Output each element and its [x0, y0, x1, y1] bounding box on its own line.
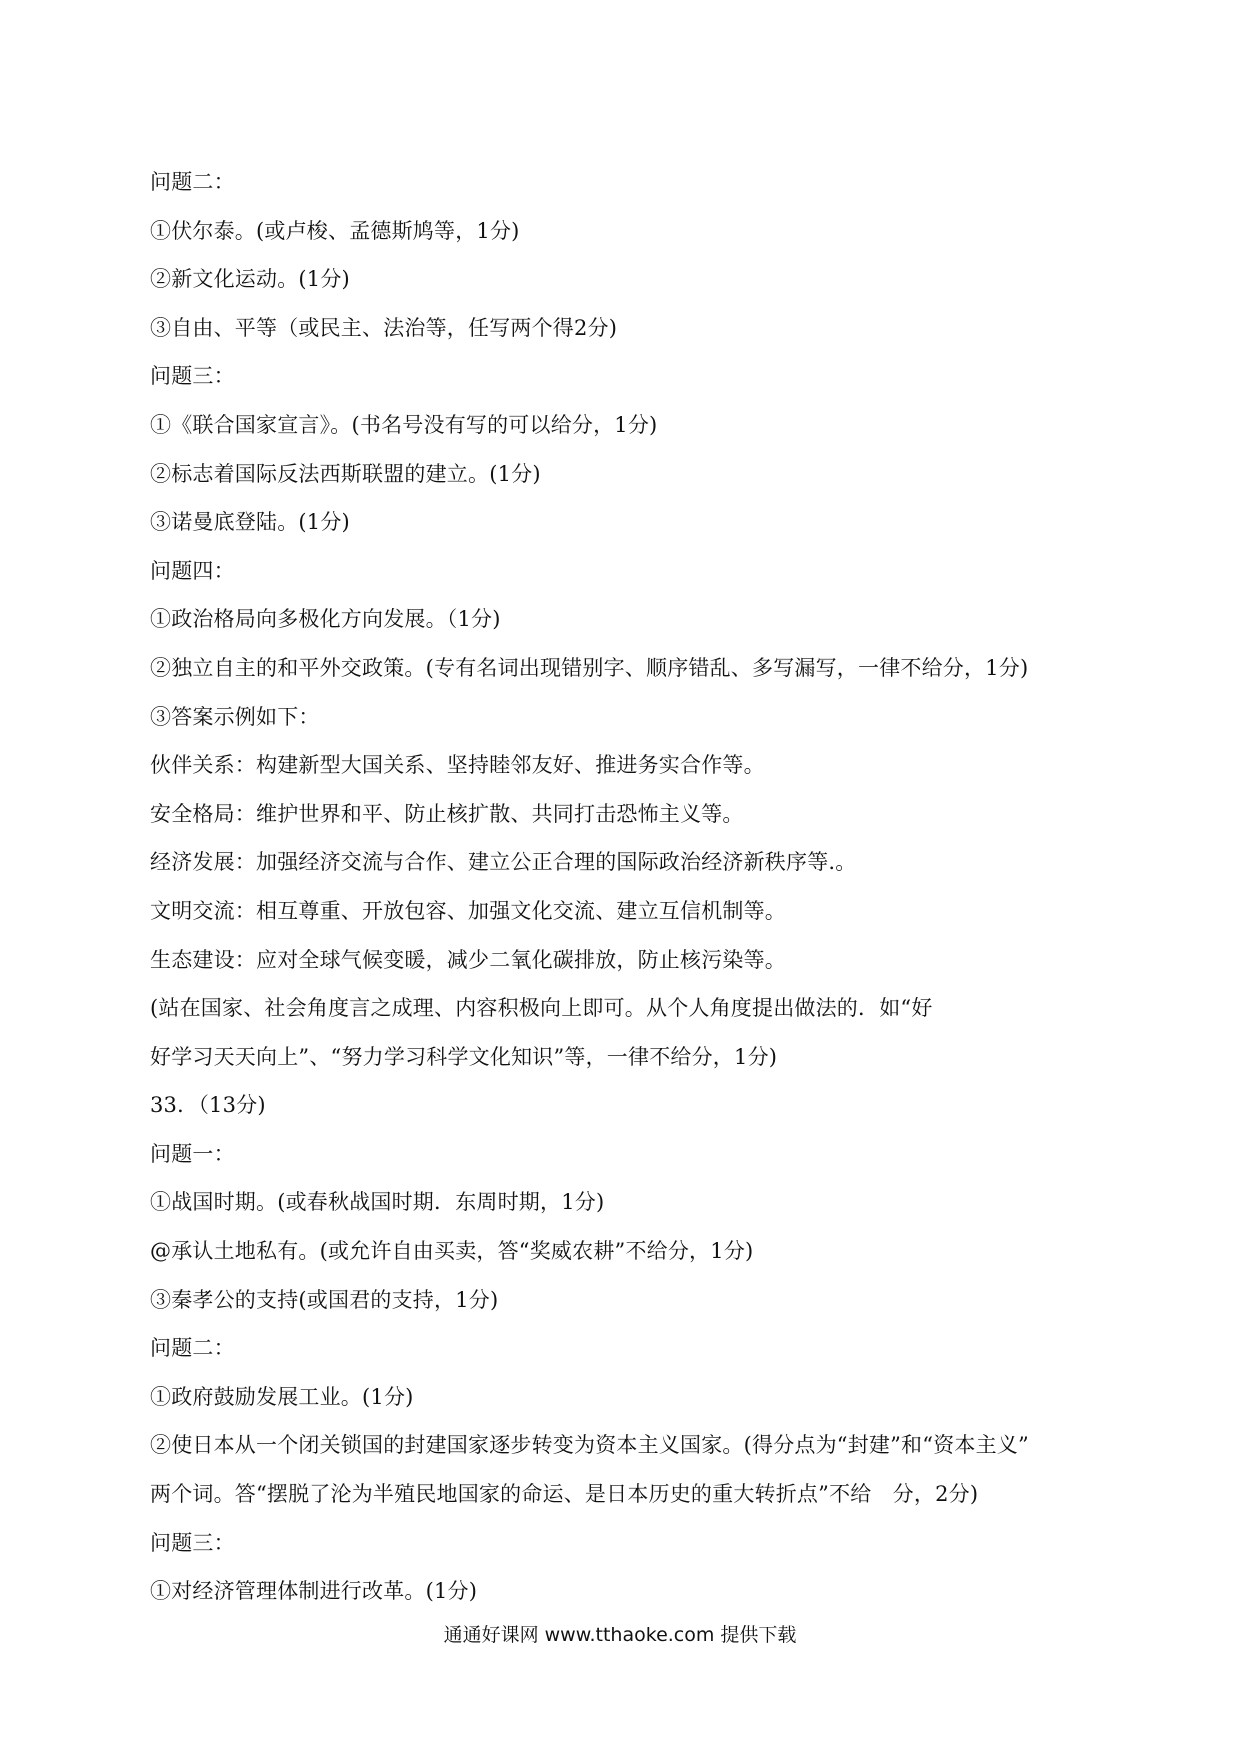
text-line: (站在国家、社会角度言之成理、内容积极向上即可。从个人角度提出做法的．如“好 — [150, 996, 933, 1021]
text-line: ②使日本从一个闭关锁国的封建国家逐步转变为资本主义国家。(得分点为“封建”和“资本主义” — [150, 1433, 1029, 1458]
text-line: ②新文化运动。(1分) — [150, 267, 350, 292]
text-line: ①战国时期。(或春秋战国时期．东周时期，1分) — [150, 1190, 605, 1215]
text-line: 问题四： — [150, 558, 235, 583]
text-line: ①对经济管理体制进行改革。(1分) — [150, 1579, 478, 1604]
text-line: ①伏尔泰。(或卢梭、孟德斯鸠等，1分) — [150, 218, 520, 243]
text-line: 33．（13分) — [150, 1093, 266, 1118]
text-line: 问题二： — [150, 170, 235, 194]
text-line: ②独立自主的和平外交政策。(专有名词出现错别字、顺序错乱、多写漏写，一律不给分，1分) — [150, 655, 1029, 680]
text-line: 伙伴关系：构建新型大国关系、坚持睦邻友好、推进务实合作等。 — [150, 753, 765, 778]
text-line: ③自由、平等（或民主、法治等，任写两个得2分) — [150, 315, 618, 340]
page-footer: 通通好课网 www.tthaoke.com 提供下载 — [443, 1624, 797, 1646]
text-line: 问题二： — [150, 1336, 235, 1361]
text-line: ①政府鼓励发展工业。(1分) — [150, 1384, 414, 1409]
text-line: 问题三： — [150, 1530, 235, 1555]
text-line: @承认土地私有。(或允许自由买卖，答“奖威农耕”不给分，1分) — [150, 1239, 754, 1264]
text-line: ③秦孝公的支持(或国君的支持，1分) — [150, 1287, 499, 1312]
text-line: 生态建设：应对全球气候变暖，减少二氧化碳排放，防止核污染等。 — [150, 947, 786, 972]
text-line: 好学习天天向上”、“努力学习科学文化知识”等，一律不给分，1分) — [150, 1044, 778, 1069]
text-line: 问题三： — [150, 364, 235, 389]
answer-text-block — [150, 158, 1130, 1616]
text-line: ③答案示例如下： — [150, 704, 320, 729]
text-line: 两个词。答“摆脱了沦为半殖民地国家的命运、是日本历史的重大转折点”不给 分，2分) — [150, 1482, 979, 1507]
text-line: 问题一： — [150, 1141, 235, 1166]
text-line: ①政治格局向多极化方向发展。（1分) — [150, 607, 501, 632]
text-line: ②标志着国际反法西斯联盟的建立。(1分) — [150, 461, 541, 486]
text-line: ①《联合国家宣言》。(书名号没有写的可以给分，1分) — [150, 412, 658, 437]
text-line: 安全格局：维护世界和平、防止核扩散、共同打击恐怖主义等。 — [150, 801, 744, 826]
text-line: 文明交流：相互尊重、开放包容、加强文化交流、建立互信机制等。 — [150, 898, 786, 923]
text-line: ③诺曼底登陆。(1分) — [150, 510, 350, 535]
text-line: 经济发展：加强经济交流与合作、建立公正合理的国际政治经济新秩序等.。 — [150, 850, 857, 875]
